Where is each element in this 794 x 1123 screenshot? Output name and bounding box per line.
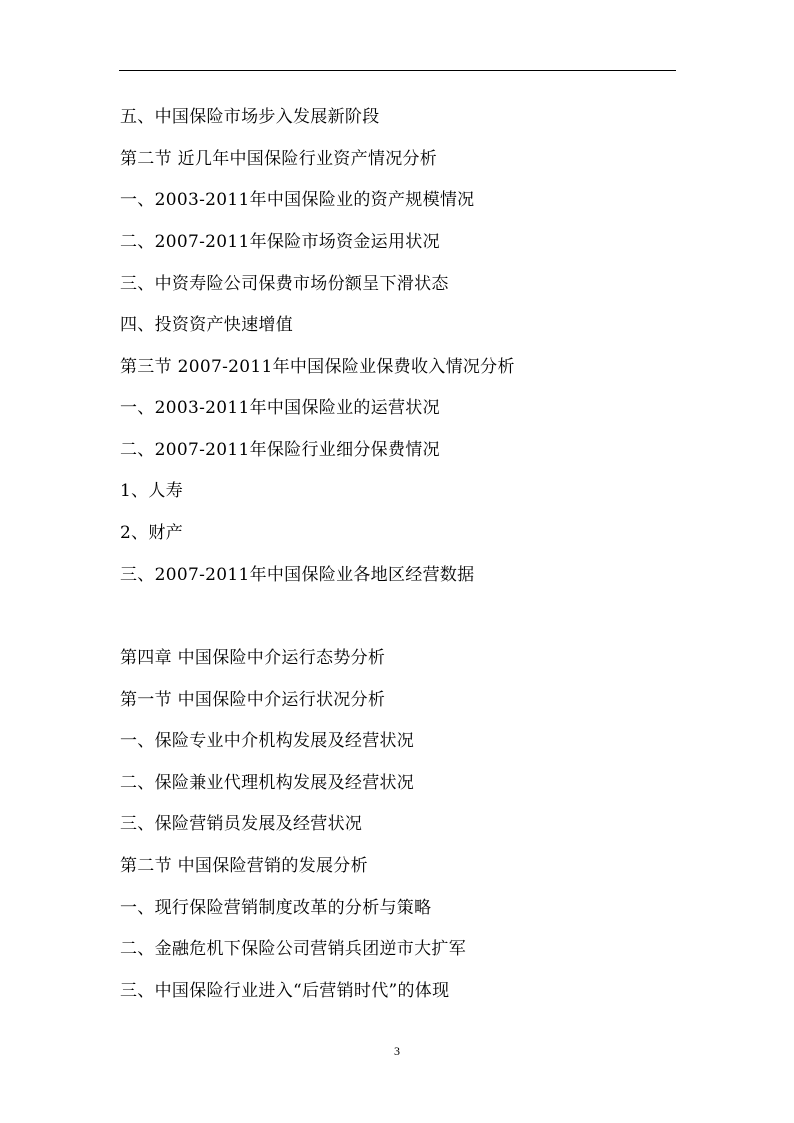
toc-section-heading: 第二节 中国保险营销的发展分析 bbox=[120, 856, 368, 876]
toc-entry: 三、保险营销员发展及经营状况 bbox=[120, 814, 363, 834]
toc-entry: 二、2007-2011年保险市场资金运用状况 bbox=[120, 232, 440, 252]
toc-entry: 一、保险专业中介机构发展及经营状况 bbox=[120, 731, 415, 751]
page-number: 3 bbox=[394, 1044, 400, 1058]
toc-entry: 三、2007-2011年中国保险业各地区经营数据 bbox=[120, 565, 475, 585]
toc-entry: 三、中国保险行业进入“后营销时代”的体现 bbox=[120, 981, 450, 1001]
toc-entry: 一、2003-2011年中国保险业的运营状况 bbox=[120, 398, 440, 418]
toc-entry: 二、金融危机下保险公司营销兵团逆市大扩军 bbox=[120, 939, 466, 959]
toc-subentry: 1、人寿 bbox=[120, 481, 184, 501]
header-rule bbox=[119, 70, 676, 71]
toc-section-heading: 第二节 近几年中国保险行业资产情况分析 bbox=[120, 149, 438, 169]
toc-subentry: 2、财产 bbox=[120, 523, 184, 543]
toc-chapter-heading: 第四章 中国保险中介运行态势分析 bbox=[120, 648, 386, 668]
toc-section-heading: 第一节 中国保险中介运行状况分析 bbox=[120, 690, 386, 710]
toc-entry: 二、保险兼业代理机构发展及经营状况 bbox=[120, 773, 415, 793]
toc-entry: 三、中资寿险公司保费市场份额呈下滑状态 bbox=[120, 274, 449, 294]
toc-entry: 五、中国保险市场步入发展新阶段 bbox=[120, 107, 380, 127]
toc-entry: 一、现行保险营销制度改革的分析与策略 bbox=[120, 898, 432, 918]
toc-entry: 一、2003-2011年中国保险业的资产规模情况 bbox=[120, 190, 475, 210]
toc-entry: 四、投资资产快速增值 bbox=[120, 315, 293, 335]
toc-entry: 二、2007-2011年保险行业细分保费情况 bbox=[120, 440, 440, 460]
toc-section-heading: 第三节 2007-2011年中国保险业保费收入情况分析 bbox=[120, 357, 515, 377]
